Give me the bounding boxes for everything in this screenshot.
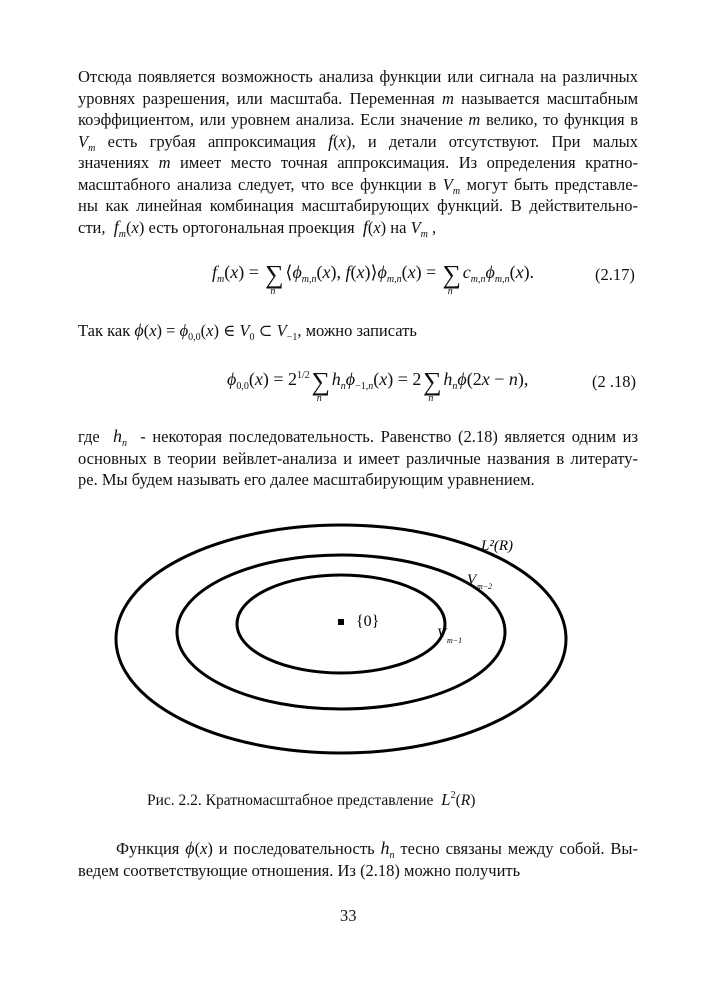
outer-ellipse-l2r	[116, 525, 566, 753]
para1-line-4: $V_m$ есть грубая аппроксимация f(x), и детали отсутствуют. При малых	[78, 130, 638, 154]
para1-line-2: уровнях разрешения, или масштаба. Переменная m называется масштабным	[78, 88, 639, 108]
para1-line-8: сти, $f_m(x)$ есть ортогональная проекция f(x) на $V_m$ ,	[78, 216, 437, 240]
para4-line-1: Функция ϕ(x) и последовательность $h_n$ тесно связаны между собой. Вы-	[116, 838, 639, 861]
equation-2-18: $\phi_{0,0}(x) = 2^{1/2}\sum$ n $h_n\phi_{-1,n}(x) = 2\sum$ n $h_n\phi(2x - n)$,	[227, 367, 529, 404]
center-label: {0}	[356, 613, 380, 630]
para3-line-1: где $h_n$ - некоторая последовательность. Равенство (2.18) является одним из	[78, 426, 639, 449]
equation-2-17: $f_m(x)$ = ∑ n $⟨\phi_{m,n}(x)$, $f(x)⟩\phi_{m,n}(x)$ = ∑ n $c_{m,n}\phi_{m,n}(x)$.	[212, 260, 535, 297]
mid-label: V	[467, 572, 477, 588]
para1-line-3: коэффициентом, или уровнем анализа. Если значение m велико, то функция в	[78, 110, 639, 129]
outer-label: L²(R)	[481, 538, 513, 554]
inner-label-sub: m−1	[447, 636, 463, 645]
equation-number-2-18: (2 .18)	[592, 372, 636, 391]
para1-line-1: Отсюда появляется возможность анализа функции или сигнала на различных	[78, 67, 638, 86]
middle-ellipse-vm2	[177, 555, 505, 709]
origin-point	[338, 619, 344, 625]
para1-line-6: масштабного анализа следует, что все функции в $V_m$ могут быть представле-	[78, 174, 639, 197]
para1-line-5: значениях m имеет место точная аппроксимация. Из определения кратно-	[78, 153, 639, 172]
para3-line-3: ре. Мы будем называть его далее масштабирующим уравнением.	[78, 470, 535, 489]
paragraph-4	[78, 838, 638, 881]
inner-label: V	[437, 626, 447, 642]
para2-line-1: Так как $\phi(x) = \phi_{0,0}(x)$ ∈ $V_0$ ⊂ $V_{-1}$, можно записать	[78, 320, 417, 343]
para3-line-2: основных в теории вейвлет-анализа и имеет различные названия в литерату-	[78, 448, 638, 468]
mid-label-sub: m−2	[477, 582, 493, 591]
figure-caption: Рис. 2.2. Кратномасштабное представление $L^2(R)$	[147, 790, 476, 809]
equation-number-2-17: (2.17)	[595, 265, 635, 284]
page-number: 33	[340, 906, 357, 925]
para4-line-2: ведем соответствующие отношения. Из (2.18) можно получить	[78, 860, 521, 880]
para1-line-7: ны как линейная комбинация масштабирующих функций. В действительно-	[78, 196, 638, 215]
